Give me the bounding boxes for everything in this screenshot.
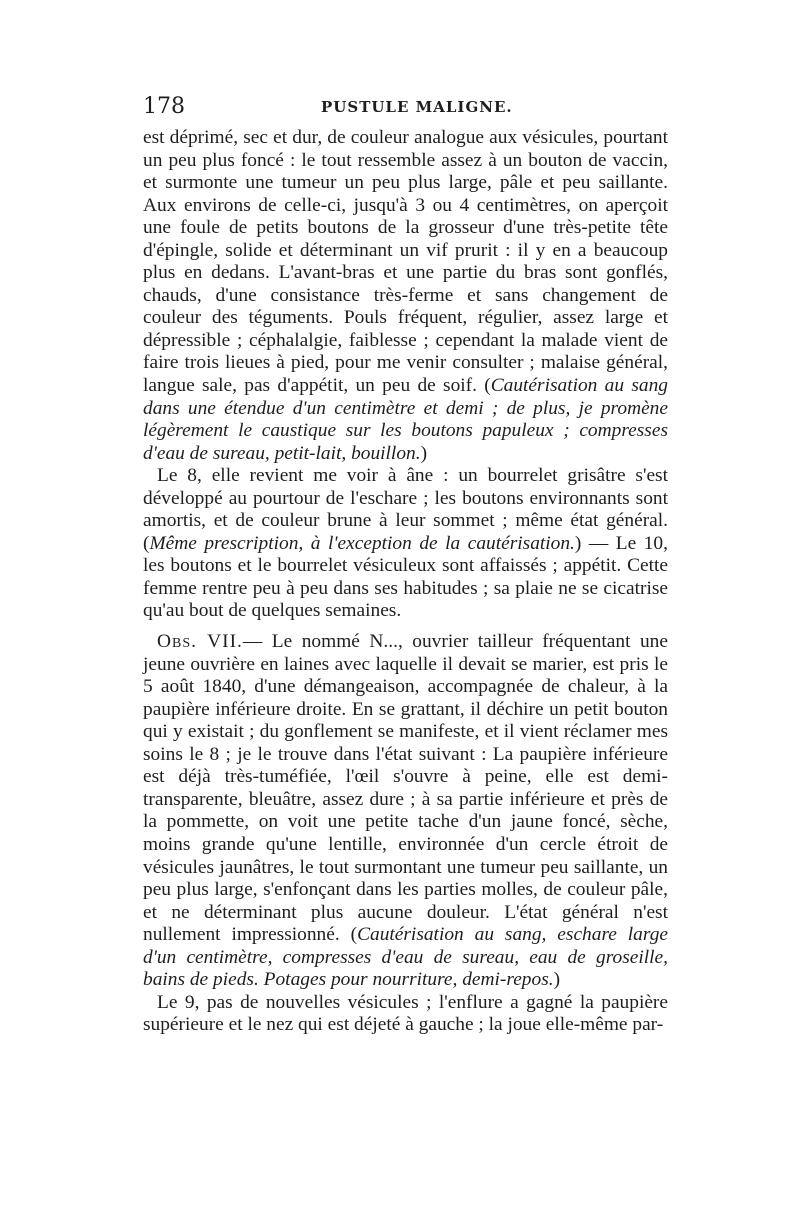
paragraph-4 [143,992,668,1037]
paragraph-3-close: ) [553,969,561,991]
paragraph-2-continuation: ) — Le 10, les boutons et le bourrelet vésiculeux sont affaissés ; appétit. Cette femme rentre peu à peu dans ses habitudes ; sa plaie ne se cicatrise qu'au bout de quelques semaines. [143,532,668,622]
page-number: 178 [143,94,185,119]
paragraph-4-text: Le 9, pas de nouvelles vésicules ; l'enflure a gagné la paupière supérieure et le nez qui est déjeté à gauche ; la joue elle-même par- [143,991,668,1036]
page-header [143,94,668,124]
observation-label: Obs. VII. [157,631,243,653]
paragraph-1-text: est déprimé, sec et dur, de couleur analogue aux vésicules, pourtant un peu plus foncé : le tout ressemble assez à un bouton de vaccin, et surmonte une tumeur un peu plus large, pâle et peu saillante. Aux environs de celle-ci, jusqu'à 3 ou 4 centimètres, on aperçoit une foule de petits boutons de la grosseur d'une très-petite tête d'épingle, solide et déterminant un vif prurit : il y en a beaucoup plus en dedans. L'avant-bras et une partie du bras sont gonflés, chauds, d'une consistance très-ferme et sans changement de couleur des téguments. Pouls fréquent, régulier, assez large et dépressible ; céphalalgie, faiblesse ; cependant la malade vient de faire trois lieues à pied, pour me venir consulter ; malaise général, langue sale, pas d'appétit, un peu de soif. ( [143,127,668,397]
paragraph-2-text: Le 8, elle revient me voir à âne : un bourrelet grisâtre s'est développé au pourtour de l'eschare ; les boutons environnants sont amortis, et de couleur brune à leur sommet ; même état général. ( [143,465,668,554]
paragraph-3-text: — Le nommé N..., ouvrier tailleur fréquentant une jeune ouvrière en laines avec laquelle il devait se marier, est pris le 5 août 1840, d'une démangeaison, accompagnée de chaleur, à la paupière inférieure droite. En se grattant, il déchire un petit bouton qui y existait ; du gonflement se manifeste, et il vient réclamer mes soins le 8 ; je le trouve dans l'état suivant : La paupière inférieure est déjà très-tuméfiée, l'œil s'ouvre à peine, elle est demi-transparente, bleuâtre, assez dure ; à sa partie inférieure et près de la pommette, on voit une petite tache d'un jaune foncé, sèche, moins grande qu'une lentille, environnée d'un cercle étroit de vésicules jaunâtres, le tout surmontant une tumeur peu saillante, un peu plus large, s'enfonçant dans les parties molles, de couleur pâle, et ne déterminant plus aucune douleur. L'état général n'est nullement impressionné. ( [143,631,668,946]
running-title: PUSTULE MALIGNE. [321,98,513,116]
paragraph-1 [143,127,668,465]
paragraph-2-prescription: Même prescription, à l'exception de la cautérisation. [149,532,575,554]
paragraph-3-prescription: Cautérisation au sang, eschare large d'un centimètre, compresses d'eau de sureau, eau de groseille, bains de pieds. Potages pour nourriture, demi-repos. [143,924,668,991]
paragraph-3-observation [143,631,668,992]
paragraph-2 [143,465,668,623]
paragraph-1-close: ) [420,442,428,464]
body-text [143,127,668,1037]
paragraph-1-prescription: Cautérisation au sang dans une étendue d'un centimètre et demi ; de plus, je promène légèrement le caustique sur les boutons papuleux ; compresses d'eau de sureau, petit-lait, bouillon. [143,375,668,464]
